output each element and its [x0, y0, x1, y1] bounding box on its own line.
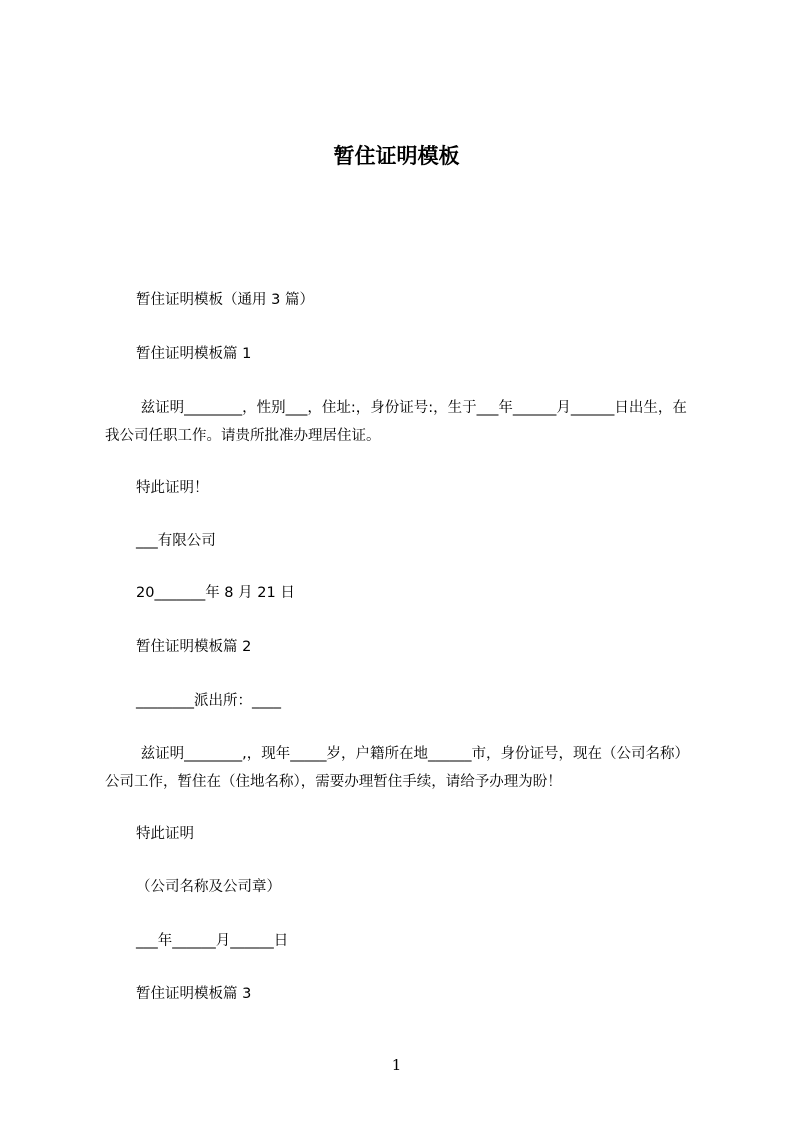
section-heading-2: 暂住证明模板篇 2: [136, 639, 252, 655]
section-heading-3: 暂住证明模板篇 3: [136, 986, 252, 1002]
document-title: 暂住证明模板: [333, 144, 460, 168]
body-paragraph-1: 兹证明________，性别___，住址:，身份证号:，生于___年______月______日出生，在我公司任职工作。请贵所批准办理居住证。: [105, 400, 687, 444]
page-number: 1: [391, 1056, 402, 1074]
body-paragraph-2: 兹证明________,，现年_____岁，户籍所在地______市，身份证号，现在（公司名称）公司工作，暂住在（住地名称），需要办理暂住手续，请给予办理为盼！: [105, 746, 689, 790]
closing-line-2: 特此证明: [136, 826, 194, 842]
addressee-line-2: ________派出所：____: [136, 693, 281, 709]
company-seal-line-2: （公司名称及公司章）: [136, 879, 281, 895]
date-line-1: 20_______年 8 月 21 日: [136, 585, 295, 601]
date-line-2: ___年______月______日: [136, 933, 289, 949]
company-line-1: ___有限公司: [136, 533, 216, 549]
section-heading-1: 暂住证明模板篇 1: [136, 346, 252, 362]
closing-line-1: 特此证明！: [136, 480, 209, 496]
subtitle-paragraph: 暂住证明模板（通用 3 篇）: [136, 292, 314, 308]
